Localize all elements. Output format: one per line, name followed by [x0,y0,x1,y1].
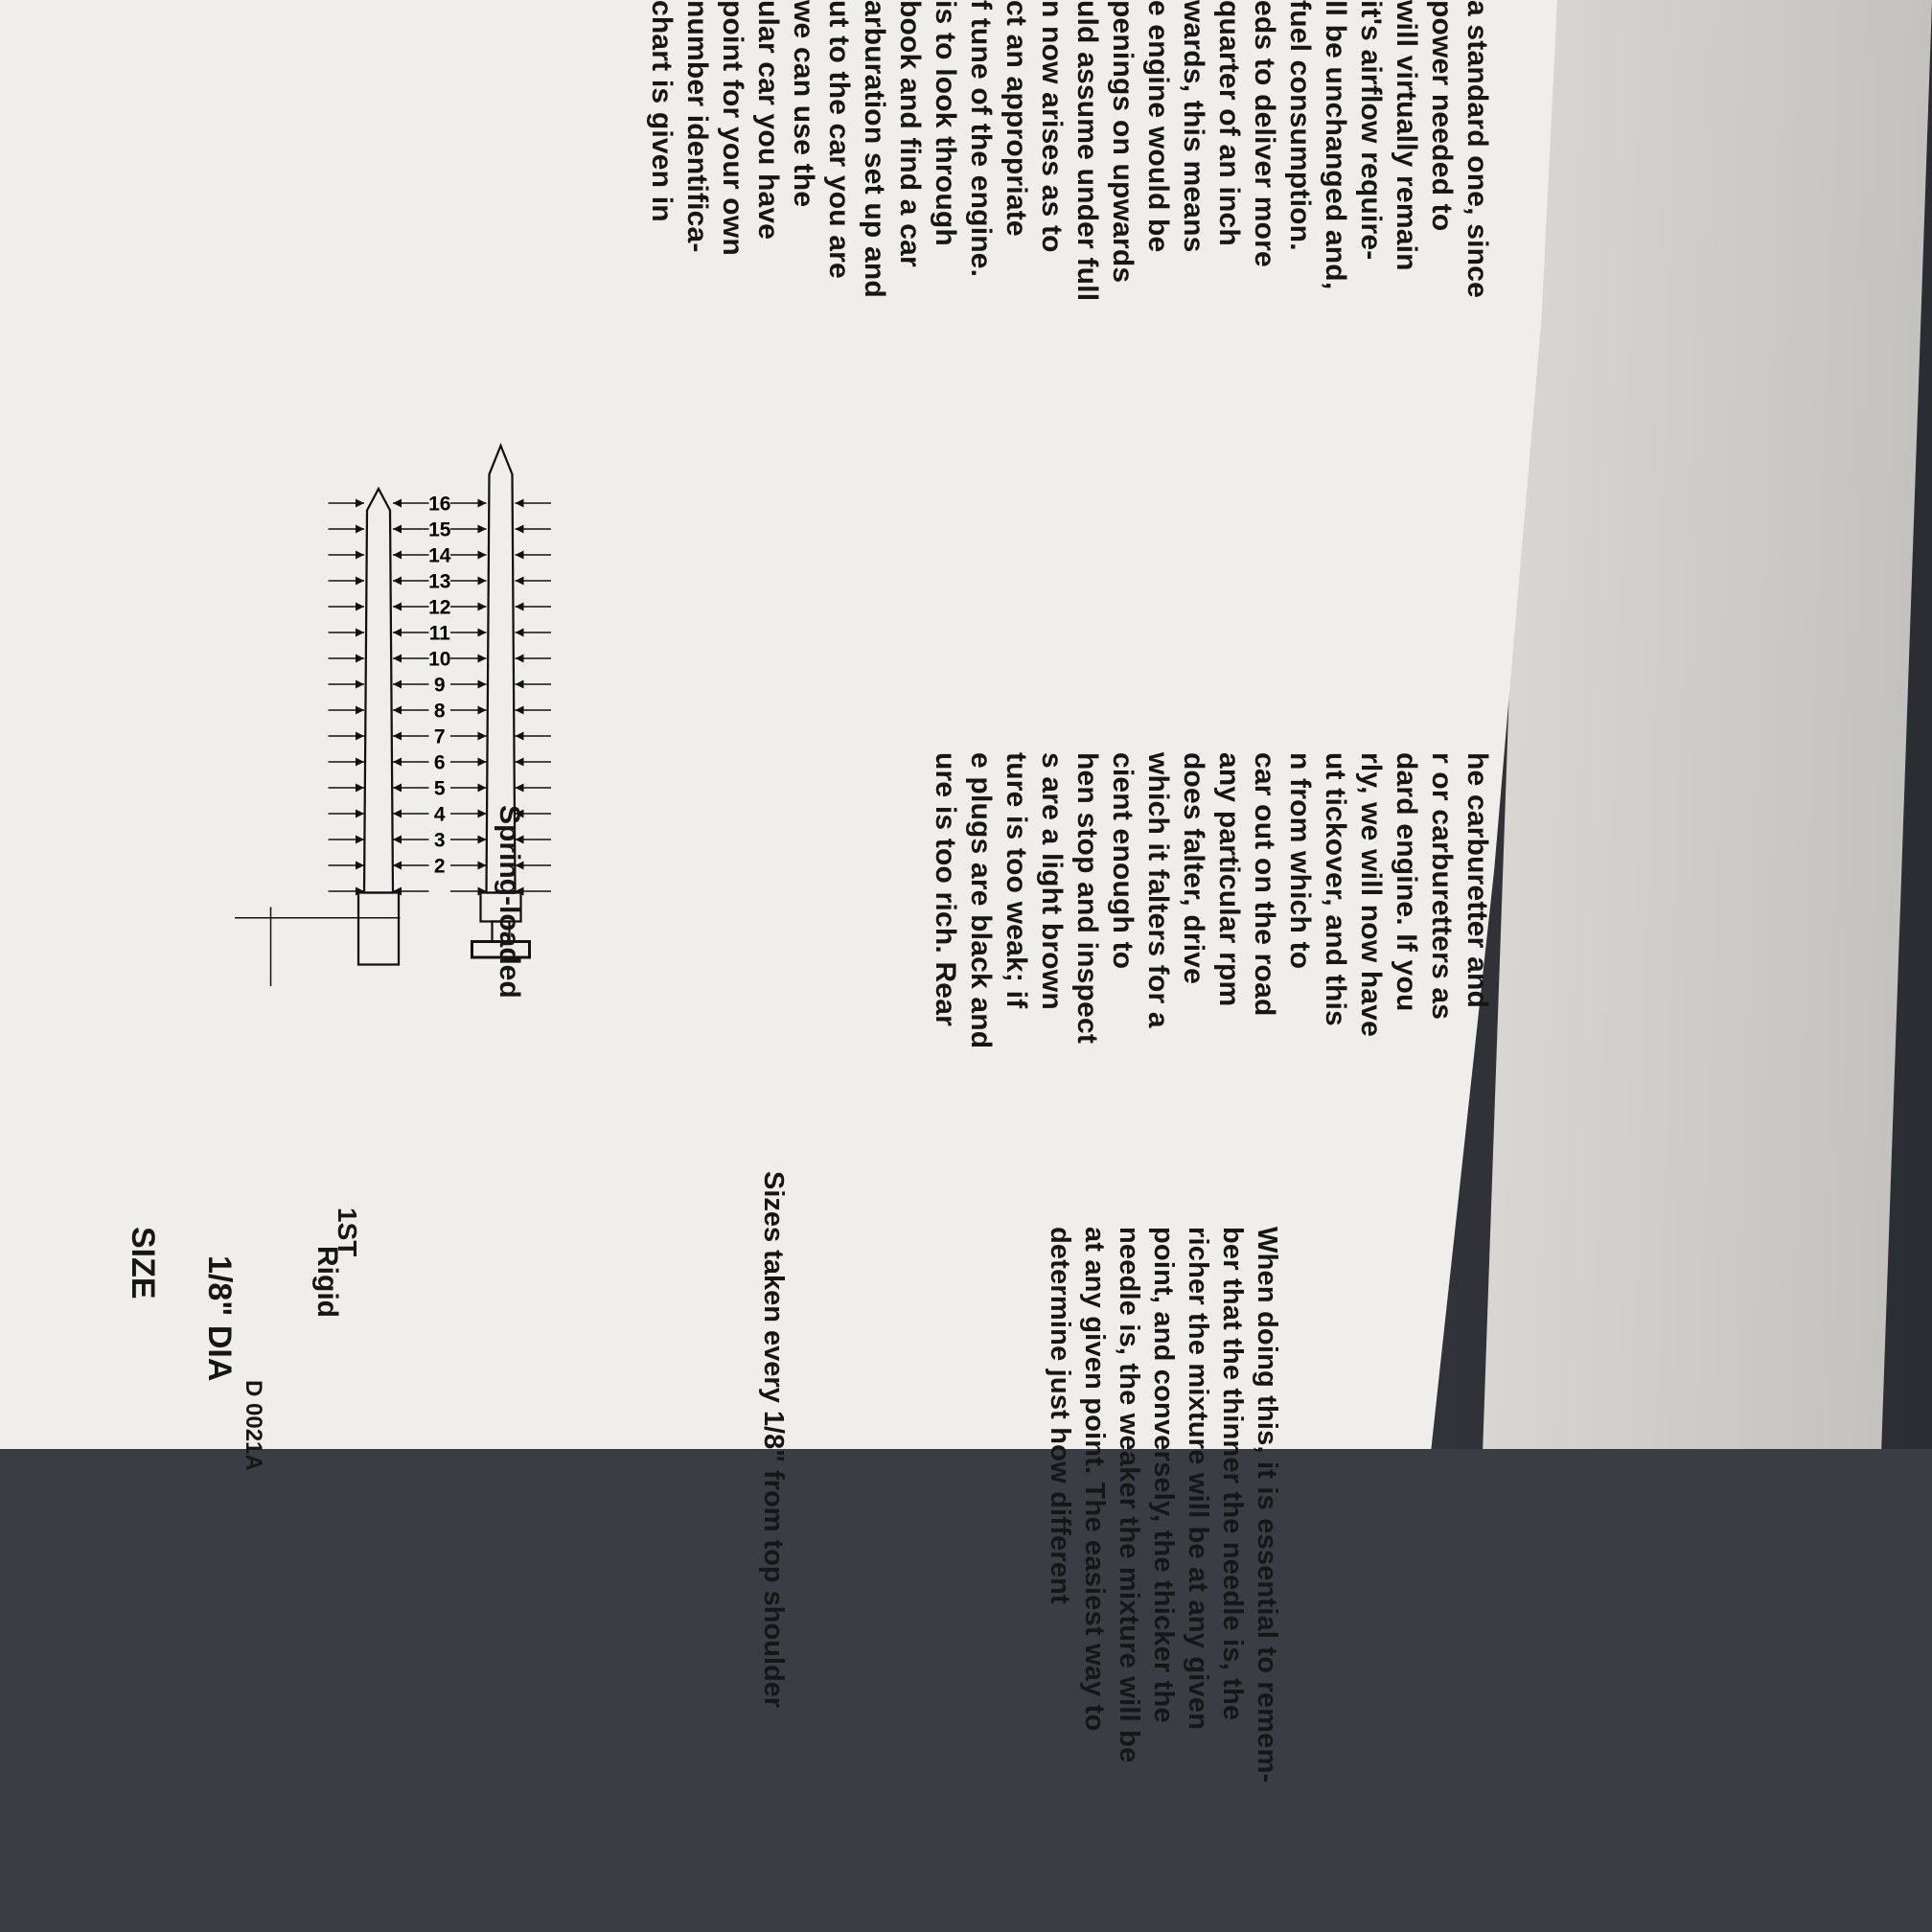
text-line: ure is too rich. Rear [930,752,961,1026]
size-number: 5 [433,777,446,800]
measure-arrow-head [393,810,402,818]
caption-suffix: from top shoulder [758,1470,789,1709]
dia-text: DIA [201,1324,238,1382]
text-line: car out on the road [1249,752,1280,1017]
text-line: uld assume under full [1071,0,1103,302]
size-number: 6 [433,751,446,774]
measure-arrow-head [356,499,364,508]
measure-arrow-head [356,810,364,818]
text-line: ct an appropriate [1000,0,1032,237]
measure-arrow-head [478,836,487,844]
measure-arrow-head [478,499,487,508]
measure-arrow-head [478,680,487,689]
measure-arrow-head [393,525,402,534]
text-line: richer the mixture will be at any given [1183,1227,1213,1731]
text-line: ll be unchanged and, [1320,0,1351,290]
measure-arrow-head [393,862,402,870]
text-line: ut to the car you are [823,0,855,279]
text-line: does falter, drive [1178,752,1209,985]
text-line: he carburetter and [1461,752,1493,1009]
measure-arrow-head [356,603,364,611]
measure-arrow-head [356,758,364,767]
book-page [54,0,1503,1932]
measure-arrow-head [393,629,402,637]
text-line: rly, we will now have [1355,752,1387,1038]
text-line: ture is too weak; if [1000,752,1032,1009]
measure-arrow-head [478,758,487,767]
label-first-size: 1ST [333,1208,362,1257]
text-line: will virtually remain [1391,0,1422,271]
text-line: f tune of the engine. [965,0,997,278]
size-number: 2 [433,855,446,878]
text-line: point, and conversely, the thicker the [1148,1227,1179,1723]
measure-arrow-head [356,732,364,741]
measure-arrow-head [356,706,364,715]
measure-arrow-head [478,887,487,896]
text-line: at any given point. The easiest way to [1079,1227,1110,1732]
text-line: it's airflow require- [1355,0,1387,261]
size-number: 16 [428,493,451,516]
text-line: When doing this, it is essential to remem- [1252,1227,1282,1783]
text-line: any particular rpm [1213,752,1245,1007]
measure-arrow-head [393,732,402,741]
measure-arrow-head [393,655,402,663]
caption-prefix: Sizes taken every [758,1171,789,1403]
measure-arrow-head [356,629,364,637]
measure-arrow-head [516,680,524,689]
size-number: 9 [433,674,446,697]
text-line: fuel consumption. [1284,0,1316,251]
text-line: determine just how different [1045,1227,1075,1604]
measure-arrow-head [516,577,524,586]
text-line: dard engine. If you [1391,752,1422,1012]
text-line: r or carburetters as [1426,752,1458,1021]
dia-fraction: 1/8" [201,1255,238,1317]
measure-arrow-head [393,758,402,767]
measure-arrow-head [516,706,524,715]
measure-arrow-head [478,732,487,741]
size-number: 13 [428,570,451,593]
rigid-needle-shoulder [358,893,399,965]
measure-arrow-head [516,758,524,767]
text-line: needle is, the weaker the mixture will be [1114,1227,1144,1763]
measure-arrow-head [393,551,402,560]
size-number: 12 [428,596,451,619]
measure-arrow-head [478,629,487,637]
measure-arrow-head [516,655,524,663]
measure-arrow-head [393,887,402,896]
measure-arrow-head [393,577,402,586]
size-number: 3 [433,829,446,852]
measure-arrow-head [356,680,364,689]
text-line: hen stop and inspect [1071,752,1103,1045]
measure-arrow-head [393,784,402,793]
measure-arrow-head [393,706,402,715]
text-line: which it falters for a [1142,752,1174,1028]
size-number: 4 [433,803,446,826]
size-number: 8 [433,700,446,723]
text-line: book and find a car [894,0,926,267]
measure-arrow-head [516,732,524,741]
measure-arrow-head [516,629,524,637]
measure-arrow-head [356,836,364,844]
text-line: penings on upwards [1107,0,1138,284]
text-line: power needed to [1426,0,1458,232]
measure-arrow-head [356,525,364,534]
measure-arrow-head [393,836,402,844]
text-line: eds to deliver more [1249,0,1280,267]
size-number: 14 [428,544,451,567]
measure-arrow-head [478,577,487,586]
text-line: ular car you have [752,0,784,241]
text-line: wards, this means [1178,0,1209,253]
text-line: chart is given in [646,0,678,222]
measure-arrow-head [356,655,364,663]
text-line: cient enough to [1107,752,1138,970]
measure-arrow-head [478,603,487,611]
needle-diagram [8,0,1503,1449]
caption-fraction: 1/8" [758,1410,789,1462]
figure-caption [757,1171,789,1708]
size-number: 15 [428,518,451,541]
measure-arrow-head [516,603,524,611]
text-line: ut tickover, and this [1320,752,1351,1026]
page-fold [1483,0,1932,1449]
label-dia [200,1255,238,1381]
measure-arrow-head [516,499,524,508]
measure-arrow-head [478,706,487,715]
size-number: 11 [428,622,450,645]
text-line: n from which to [1284,752,1316,970]
measure-arrow-head [516,525,524,534]
measure-arrow-head [478,525,487,534]
measure-arrow-head [393,680,402,689]
text-line: e plugs are black and [965,752,997,1049]
text-line: s are a light brown [1036,752,1068,1010]
measure-arrow-head [393,499,402,508]
text-line: a standard one, since [1461,0,1493,298]
size-number: 10 [428,648,451,671]
measure-arrow-head [478,810,487,818]
text-line: number identifica- [681,0,713,253]
measure-arrow-head [356,862,364,870]
label-rigid: Rigid [311,1246,343,1318]
label-size: SIZE [125,1227,161,1300]
text-line: arburation set up and [859,0,890,298]
measure-arrow-head [356,784,364,793]
text-line: is to look through [930,0,961,246]
text-line: n now arises as to [1036,0,1068,253]
measure-arrow-head [356,577,364,586]
measure-arrow-head [356,887,364,896]
measure-arrow-head [356,551,364,560]
measure-arrow-head [478,784,487,793]
figure-code: D 0021A [241,1380,266,1471]
text-line: e engine would be [1142,0,1174,253]
size-number: 7 [433,725,446,748]
rigid-needle-shaft [364,489,393,893]
text-line: we can use the [788,0,819,208]
measure-arrow-head [478,551,487,560]
label-spring-loaded: Spring-loaded [494,805,525,999]
text-line: ber that the thinner the needle is, the [1217,1227,1248,1721]
measure-arrow-head [478,862,487,870]
measure-arrow-head [393,603,402,611]
measure-arrow-head [516,551,524,560]
measure-arrow-head [478,655,487,663]
text-line: point for your own [717,0,748,256]
text-line: quarter of an inch [1213,0,1245,246]
measure-arrow-head [516,784,524,793]
